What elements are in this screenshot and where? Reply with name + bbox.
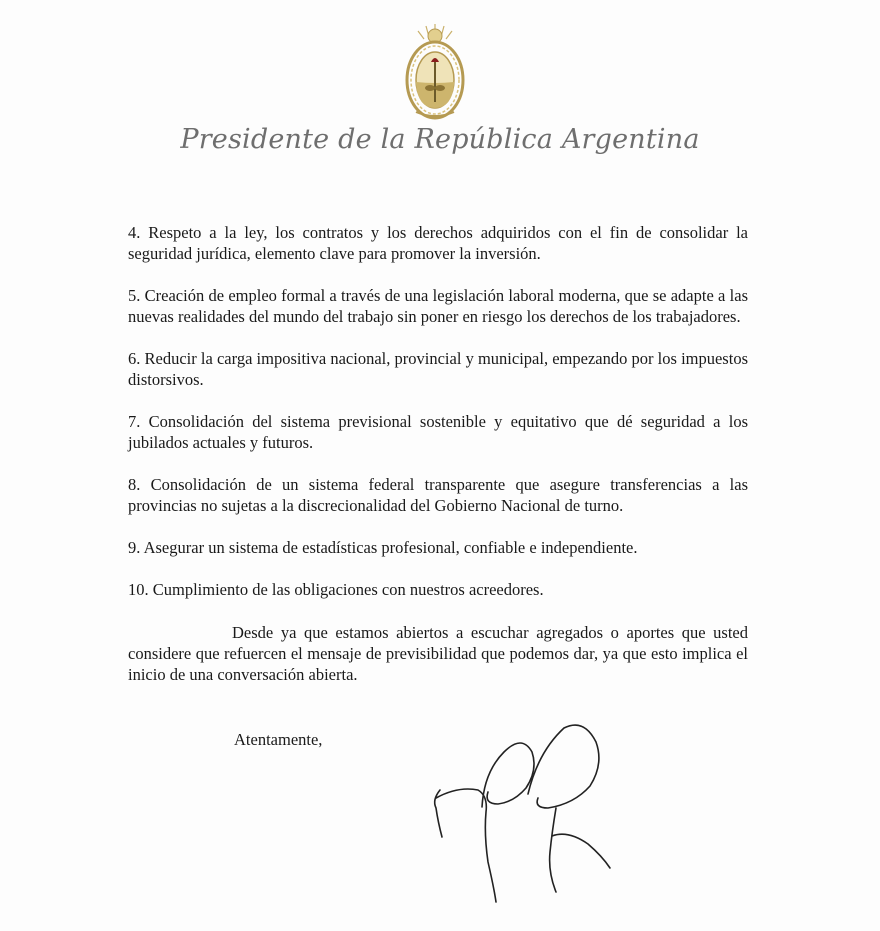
handwritten-signature-icon xyxy=(418,712,628,912)
signoff: Atentamente, xyxy=(234,730,323,749)
letterhead-title: Presidente de la República Argentina xyxy=(180,124,700,155)
closing-text: Desde ya que estamos abiertos a escuchar agregados o aportes que usted considere que refuercen el mensaje de previsibilidad que podemos dar, ya que esto implica el inicio de una conversación abierta. xyxy=(128,623,748,684)
list-item-5: 5. Creación de empleo formal a través de una legislación laboral moderna, que se adapte a las nuevas realidades del mundo del trabajo sin poner en riesgo los derechos de los trabajadores. xyxy=(128,286,748,326)
closing-paragraph xyxy=(128,622,748,685)
list-item-9: 9. Asegurar un sistema de estadísticas profesional, confiable e independiente. xyxy=(128,538,638,557)
list-item-7: 7. Consolidación del sistema previsional sostenible y equitativo que dé seguridad a los jubilados actuales y futuros. xyxy=(128,412,748,452)
argentina-coat-of-arms-icon xyxy=(404,22,466,122)
list-item-10: 10. Cumplimiento de las obligaciones con nuestros acreedores. xyxy=(128,580,544,599)
list-item-6: 6. Reducir la carga impositiva nacional, provincial y municipal, empezando por los impuestos distorsivos. xyxy=(128,349,748,389)
list-item-4: 4. Respeto a la ley, los contratos y los derechos adquiridos con el fin de consolidar la seguridad jurídica, elemento clave para promover la inversión. xyxy=(128,223,748,263)
letter-body xyxy=(128,222,748,702)
list-item-8: 8. Consolidación de un sistema federal transparente que asegure transferencias a las provincias no sujetas a la discrecionalidad del Gobierno Nacional de turno. xyxy=(128,475,748,515)
